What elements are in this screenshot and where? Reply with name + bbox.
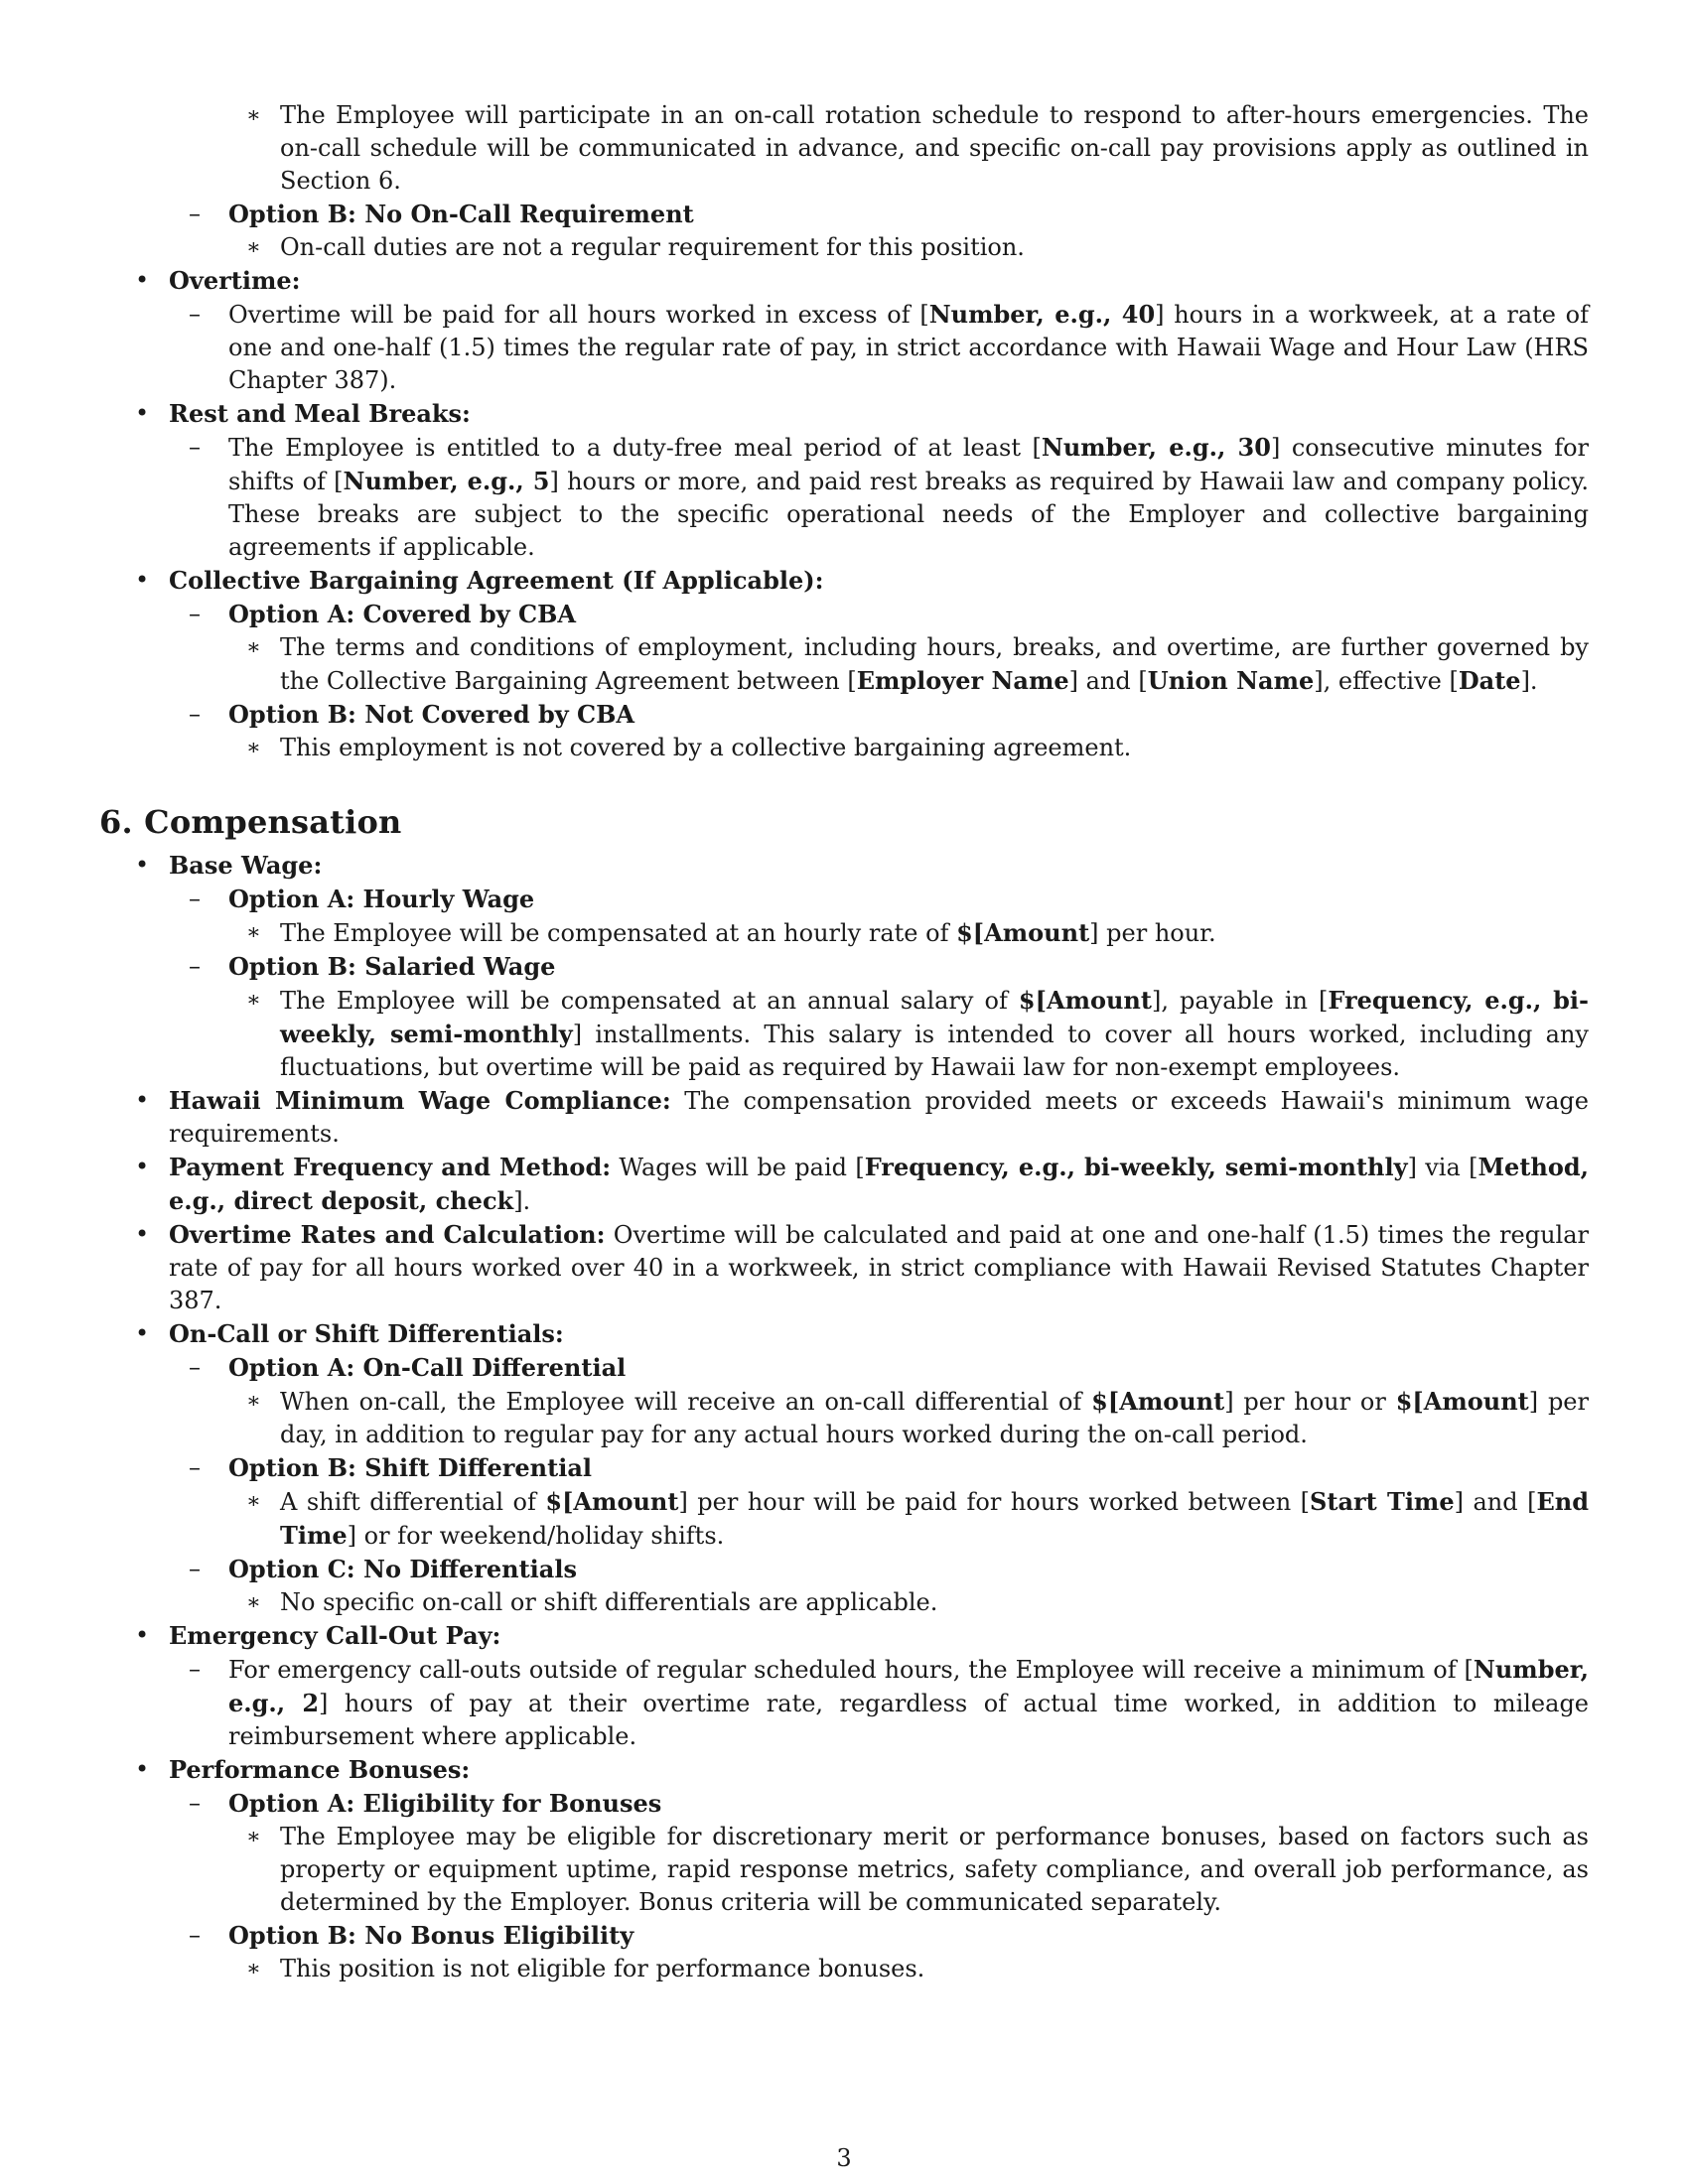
list-item: – For emergency call-outs outside of regular scheduled hours, the Employee will receive a minimum of [Number, e.g., 2] hours of pay at their overtime rate, regardless of actual time worked, in addition to mileage reimbursement where applicable. — [189, 1655, 1590, 1750]
list-item: – Overtime will be paid for all hours worked in excess of [Number, e.g., 40] hours in a workweek, at a rate of one and one-half (1.5) times the regular rate of pay, in strict accordance with Hawaii Wage and Hour Law (HRS Chapter 387). — [189, 300, 1590, 394]
placeholder: Frequency, e.g., bi-weekly, semi-monthly — [864, 1153, 1408, 1181]
placeholder: Number, e.g., 40 — [928, 300, 1156, 329]
option-label: Option B: Shift Differential — [228, 1453, 592, 1482]
list-item: – Option B: Not Covered by CBA ∗ This employment is not covered by a collective bargaining agreement. — [169, 698, 1589, 764]
list-item: ∗ A shift differential of $[Amount] per hour will be paid for hours worked between [Start Time] and [End Time] or for weekend/holiday shifts. — [246, 1487, 1589, 1550]
section-heading: 6. Compensation — [99, 803, 402, 841]
item-label: Rest and Meal Breaks: — [169, 399, 471, 428]
text: ] consecutive minutes for shifts of [ — [228, 434, 1590, 495]
text: The Employee will be compensated at an annual salary of — [280, 987, 1019, 1015]
item-label: Base Wage: — [169, 851, 323, 880]
list-item: – Option B: Shift Differential ∗ A shift differential of $[Amount] per hour will be paid for hours worked between [Start Time] and [End Time] or for weekend/holiday shifts. — [169, 1451, 1589, 1553]
list-item-call-out: • Emergency Call-Out Pay: – For emergency call-outs outside of regular scheduled hours, the Employee will receive a minimum of [Number, e.g., 2] hours of pay at their overtime rate, regardless of actual time worked, in addition to mileage reimbursement where applicable. — [99, 1619, 1589, 1753]
placeholder: $[Amount — [545, 1487, 679, 1516]
text: ], effective [ — [1314, 667, 1459, 695]
placeholder: Number, e.g., 2 — [228, 1655, 1589, 1717]
list-item-min-wage: • Hawaii Minimum Wage Compliance: The compensation provided meets or exceeds Hawaii's minimum wage requirements. — [135, 1086, 1589, 1148]
item-label: On-Call or Shift Differentials: — [169, 1319, 564, 1348]
option-text: On-call duties are not a regular requirement for this position. — [280, 233, 1025, 261]
list-item: – Option C: No Differentials ∗ No specific on-call or shift differentials are applicable. — [169, 1553, 1589, 1619]
option-label: Option B: Not Covered by CBA — [228, 700, 635, 729]
list-item-breaks: • Rest and Meal Breaks: – The Employee is entitled to a duty-free meal period of at least [Number, e.g., 30] consecutive minutes for shifts of [Number, e.g., 5] hours or more, and paid rest breaks as required by Hawaii law and company policy. These breaks are subject to the specific operational needs of the Employer and collective bargaining agreements if applicable. — [99, 397, 1589, 564]
text: ] per day, in addition to regular pay for any actual hours worked during the on-call period. — [280, 1388, 1589, 1448]
text: When on-call, the Employee will receive an on-call differential of — [280, 1388, 1092, 1416]
placeholder: $[Amount — [1395, 1387, 1529, 1416]
text: ], payable in [ — [1151, 987, 1329, 1015]
placeholder: Employer Name — [856, 666, 1069, 695]
placeholder: Start Time — [1310, 1487, 1455, 1516]
list-item: ∗ This employment is not covered by a collective bargaining agreement. — [246, 734, 1132, 761]
section6-list — [99, 849, 1589, 1985]
page-number: 3 — [836, 2144, 852, 2172]
placeholder: Number, e.g., 5 — [343, 467, 550, 495]
option-label: Option A: Covered by CBA — [228, 600, 577, 628]
text: ] or for weekend/holiday shifts. — [347, 1522, 725, 1550]
list-item: – Option A: Covered by CBA ∗ The terms and conditions of employment, including hours, breaks, and overtime, are further governed by the Collective Bargaining Agreement between [Employer Name] and [Union Name], effective [Date]. — [169, 598, 1589, 698]
list-item: ∗ When on-call, the Employee will receive an on-call differential of $[Amount] per hour or $[Amount] per day, in addition to regular pay for any actual hours worked during the on-call period. — [246, 1387, 1589, 1448]
list-item: ∗ No specific on-call or shift differentials are applicable. — [246, 1588, 938, 1616]
text: ] per hour. — [1089, 919, 1216, 947]
placeholder: Number, e.g., 30 — [1041, 433, 1271, 462]
text: A shift differential of — [280, 1488, 546, 1516]
text: ] and [ — [1454, 1488, 1537, 1516]
item-label: Performance Bonuses: — [169, 1755, 471, 1784]
list-item-base-wage: • Base Wage: – Option A: Hourly Wage ∗ The Employee will be compensated at an hourly rate of $[Amount] per hour. – Option B: Salaried Wage ∗ The Employee will be compensated at an annual salary of $[Amount], payable in [Frequency, e.g., bi-weekly, semi-monthly] installments. This salary is intended to cover all hours worked, including any fluctuations, but overtime will be paid as required by Hawaii law for non-exempt employees. — [99, 849, 1589, 1084]
text: ] per hour or — [1224, 1388, 1396, 1416]
text: The compensation provided meets or exceeds Hawaii's minimum wage requirements. — [169, 1087, 1589, 1148]
list-item-bonuses: • Performance Bonuses: – Option A: Eligibility for Bonuses ∗ The Employee may be eligible for discretionary merit or performance bonuses, based on factors such as property or equipment uptime, rapid response metrics, safety compliance, and overall job performance, as determined by the Employer. Bonus criteria will be communicated separately. – Option B: No Bonus Eligibility ∗ This position is not eligible for performance bonuses. — [99, 1753, 1589, 1985]
list-item: ∗ The Employee will participate in an on-call rotation schedule to respond to after-hours emergencies. The on-call schedule will be communicated in advance, and specific on-call pay provisions apply as outlined in Section 6. — [246, 101, 1589, 195]
list-item: – Option B: No Bonus Eligibility ∗ This position is not eligible for performance bonuses. — [169, 1919, 1589, 1985]
text: ]. — [513, 1187, 531, 1215]
text: For emergency call-outs outside of regular scheduled hours, the Employee will receive a minimum of [ — [228, 1656, 1474, 1684]
list-item: ∗ This position is not eligible for performance bonuses. — [246, 1955, 925, 1982]
list-item — [169, 99, 1589, 198]
list-item: – The Employee is entitled to a duty-free meal period of at least [Number, e.g., 30] consecutive minutes for shifts of [Number, e.g., 5] hours or more, and paid rest breaks as required by Hawaii law and company policy. These breaks are subject to the specific operational needs of the Employer and collective bargaining agreements if applicable. — [189, 433, 1590, 561]
text: The terms and conditions of employment, including hours, breaks, and overtime, are further governed by the Collective Bargaining Agreement between [ — [280, 633, 1589, 695]
item-label: Overtime: — [169, 266, 301, 295]
text: Overtime will be paid for all hours worked in excess of [ — [228, 301, 929, 329]
text: ] installments. This salary is intended to cover all hours worked, including any fluctuations, but overtime will be paid as required by Hawaii law for non-exempt employees. — [280, 1021, 1589, 1081]
list-item: – Option B: Salaried Wage ∗ The Employee will be compensated at an annual salary of $[Amount], payable in [Frequency, e.g., bi-weekly, semi-monthly] installments. This salary is intended to cover all hours worked, including any fluctuations, but overtime will be paid as required by Hawaii law for non-exempt employees. — [169, 950, 1589, 1084]
option-text: This position is not eligible for performance bonuses. — [280, 1955, 925, 1982]
list-item: – Option A: Hourly Wage ∗ The Employee will be compensated at an hourly rate of $[Amount] per hour. — [169, 883, 1589, 950]
section5-list — [99, 99, 1589, 764]
option-label: Option B: No On-Call Requirement — [228, 200, 694, 228]
text: ] per hour will be paid for hours worked between [ — [678, 1488, 1311, 1516]
list-item: – Option A: Eligibility for Bonuses ∗ The Employee may be eligible for discretionary merit or performance bonuses, based on factors such as property or equipment uptime, rapid response metrics, safety compliance, and overall job performance, as determined by the Employer. Bonus criteria will be communicated separately. — [169, 1787, 1589, 1919]
placeholder: $[Amount — [956, 918, 1090, 947]
placeholder: Date — [1458, 666, 1521, 695]
list-item: – Option B: No On-Call Requirement ∗ On-call duties are not a regular requirement for this position. — [169, 198, 1589, 264]
text: The Employee will be compensated at an hourly rate of — [280, 919, 957, 947]
list-item: ∗ The Employee will be compensated at an annual salary of $[Amount], payable in [Frequency, e.g., bi-weekly, semi-monthly] installments. This salary is intended to cover all hours worked, including any fluctuations, but overtime will be paid as required by Hawaii law for non-exempt employees. — [246, 986, 1589, 1081]
option-label: Option A: On-Call Differential — [228, 1353, 627, 1382]
page-content — [99, 99, 1589, 1985]
placeholder: Method, e.g., direct deposit, check — [169, 1153, 1589, 1215]
text: Overtime will be calculated and paid at one and one-half (1.5) times the regular rate of pay for all hours worked over 40 in a workweek, in strict compliance with Hawaii Revised Statutes Chapter 387. — [169, 1221, 1589, 1314]
text: ] hours in a workweek, at a rate of one and one-half (1.5) times the regular rate of pay, in strict accordance with Hawaii Wage and Hour Law (HRS Chapter 387). — [228, 301, 1590, 394]
oncall-option-a-text: The Employee will participate in an on-call rotation schedule to respond to after-hours emergencies. The on-call schedule will be communicated in advance, and specific on-call pay provisions apply as outlined in Section 6. — [280, 101, 1589, 195]
option-text: No specific on-call or shift differentials are applicable. — [280, 1588, 938, 1616]
list-item: ∗ The Employee will be compensated at an hourly rate of $[Amount] per hour. — [246, 918, 1216, 947]
list-item: – Option A: On-Call Differential ∗ When on-call, the Employee will receive an on-call differential of $[Amount] per hour or $[Amount] per day, in addition to regular pay for any actual hours worked during the on-call period. — [169, 1351, 1589, 1451]
item-label: Emergency Call-Out Pay: — [169, 1621, 501, 1650]
option-text: The Employee may be eligible for discretionary merit or performance bonuses, based on factors such as property or equipment uptime, rapid response metrics, safety compliance, and overall job performance, as determined by the Employer. Bonus criteria will be communicated separately. — [280, 1823, 1589, 1916]
item-label: Overtime Rates and Calculation: — [169, 1220, 606, 1249]
list-item: ∗ The Employee may be eligible for discretionary merit or performance bonuses, based on factors such as property or equipment uptime, rapid response metrics, safety compliance, and overall job performance, as determined by the Employer. Bonus criteria will be communicated separately. — [246, 1823, 1589, 1916]
text: ] and [ — [1068, 667, 1148, 695]
option-label: Option C: No Differentials — [228, 1555, 577, 1583]
item-label: Hawaii Minimum Wage Compliance: — [169, 1086, 671, 1115]
option-label: Option B: No Bonus Eligibility — [228, 1921, 634, 1950]
text: Wages will be paid [ — [611, 1154, 865, 1181]
text: ] via [ — [1407, 1154, 1478, 1181]
list-item: ∗ The terms and conditions of employment, including hours, breaks, and overtime, are further governed by the Collective Bargaining Agreement between [Employer Name] and [Union Name], effective [Date]. — [246, 633, 1589, 695]
item-label: Collective Bargaining Agreement (If Applicable): — [169, 566, 824, 595]
text: ] hours of pay at their overtime rate, regardless of actual time worked, in addition to mileage reimbursement where applicable. — [228, 1690, 1590, 1750]
list-item: ∗ On-call duties are not a regular requirement for this position. — [246, 233, 1025, 261]
list-item-differentials: • On-Call or Shift Differentials: – Option A: On-Call Differential ∗ When on-call, the Employee will receive an on-call differential of $[Amount] per hour or $[Amount] per day, in addition to regular pay for any actual hours worked during the on-call period. – Option B: Shift Differential ∗ A shift differential of $[Amount] per hour will be paid for hours worked between [Start Time] and [End Time] or for weekend/holiday shifts. – Option C: No Differentials ∗ No specific on-call or shift differentials are applicable. — [99, 1317, 1589, 1619]
list-item-pay-frequency: • Payment Frequency and Method: Wages will be paid [Frequency, e.g., bi-weekly, semi-monthly] via [Method, e.g., direct deposit, check]. — [135, 1153, 1589, 1215]
placeholder: Union Name — [1147, 666, 1315, 695]
text: ] hours or more, and paid rest breaks as required by Hawaii law and company policy. These breaks are subject to the specific operational needs of the Employer and collective bargaining agreements if applicable. — [228, 468, 1589, 561]
option-label: Option A: Eligibility for Bonuses — [228, 1789, 662, 1818]
placeholder: $[Amount — [1091, 1387, 1225, 1416]
placeholder: Frequency, e.g., bi-weekly, semi-monthly — [280, 986, 1589, 1048]
option-text: This employment is not covered by a collective bargaining agreement. — [280, 734, 1132, 761]
list-item-cba: • Collective Bargaining Agreement (If Applicable): – Option A: Covered by CBA ∗ The terms and conditions of employment, including hours, breaks, and overtime, are further governed by the Collective Bargaining Agreement between [Employer Name] and [Union Name], effective [Date]. – Option B: Not Covered by CBA ∗ This employment is not covered by a collective bargaining agreement. — [99, 564, 1589, 764]
list-item-overtime: • Overtime: – Overtime will be paid for all hours worked in excess of [Number, e.g., 40] hours in a workweek, at a rate of one and one-half (1.5) times the regular rate of pay, in strict accordance with Hawaii Wage and Hour Law (HRS Chapter 387). — [99, 264, 1589, 397]
text: ]. — [1520, 667, 1538, 695]
text: The Employee is entitled to a duty-free meal period of at least [ — [228, 434, 1042, 462]
placeholder: $[Amount — [1018, 986, 1152, 1015]
placeholder: End Time — [280, 1487, 1589, 1550]
option-label: Option A: Hourly Wage — [228, 885, 535, 913]
option-label: Option B: Salaried Wage — [228, 952, 556, 981]
item-label: Payment Frequency and Method: — [169, 1153, 612, 1181]
list-item — [99, 99, 1589, 264]
list-item-overtime-rates: • Overtime Rates and Calculation: Overtime will be calculated and paid at one and one-half (1.5) times the regular rate of pay for all hours worked over 40 in a workweek, in strict compliance with Hawaii Revised Statutes Chapter 387. — [135, 1220, 1589, 1314]
